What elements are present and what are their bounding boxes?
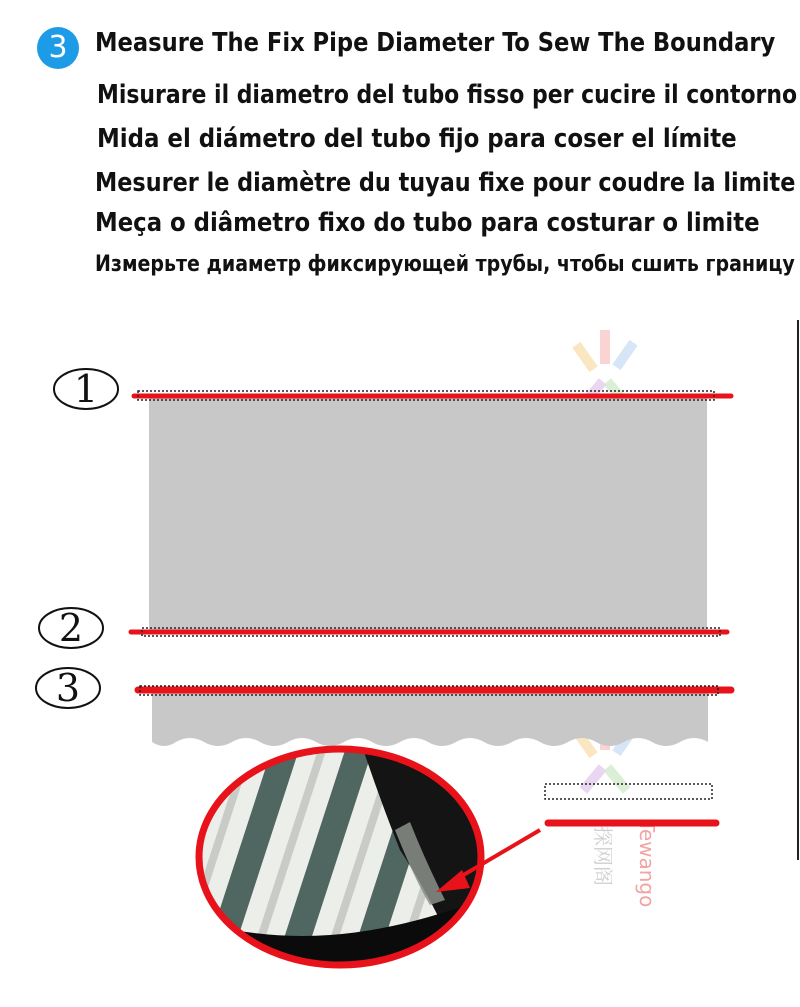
svg-text:1: 1 bbox=[73, 367, 99, 411]
closeup-photo bbox=[190, 740, 490, 980]
instruction-header bbox=[0, 0, 800, 300]
instruction-french: Mesurer le diamètre du tuyau fixe pour coudre la limite bbox=[95, 168, 796, 198]
instruction-spanish: Mida el diámetro del tubo fijo para coser el límite bbox=[97, 124, 737, 154]
instruction-russian: Измерьте диаметр фиксирующей трубы, чтобы сшить границу bbox=[95, 252, 795, 277]
marker-1 bbox=[54, 367, 118, 411]
watermark-brand-bottom: Tewango bbox=[635, 820, 659, 908]
svg-text:3: 3 bbox=[55, 666, 81, 710]
marker-3 bbox=[36, 666, 100, 710]
instruction-portuguese: Meça o diâmetro fixo do tubo para costurar o limite bbox=[95, 208, 760, 238]
awning-panel-upper bbox=[149, 396, 707, 632]
watermark-chinese-bottom: 探网阁 bbox=[591, 826, 615, 886]
instruction-english: Measure The Fix Pipe Diameter To Sew The Boundary bbox=[95, 28, 776, 58]
step-number-badge: 3 bbox=[37, 27, 79, 69]
instruction-italian: Misurare il diametro del tubo fisso per cucire il contorno bbox=[97, 80, 798, 110]
awning-valance bbox=[152, 691, 708, 746]
marker-2 bbox=[39, 606, 103, 650]
awning-sewing-diagram bbox=[0, 300, 800, 1007]
svg-text:2: 2 bbox=[58, 606, 84, 650]
